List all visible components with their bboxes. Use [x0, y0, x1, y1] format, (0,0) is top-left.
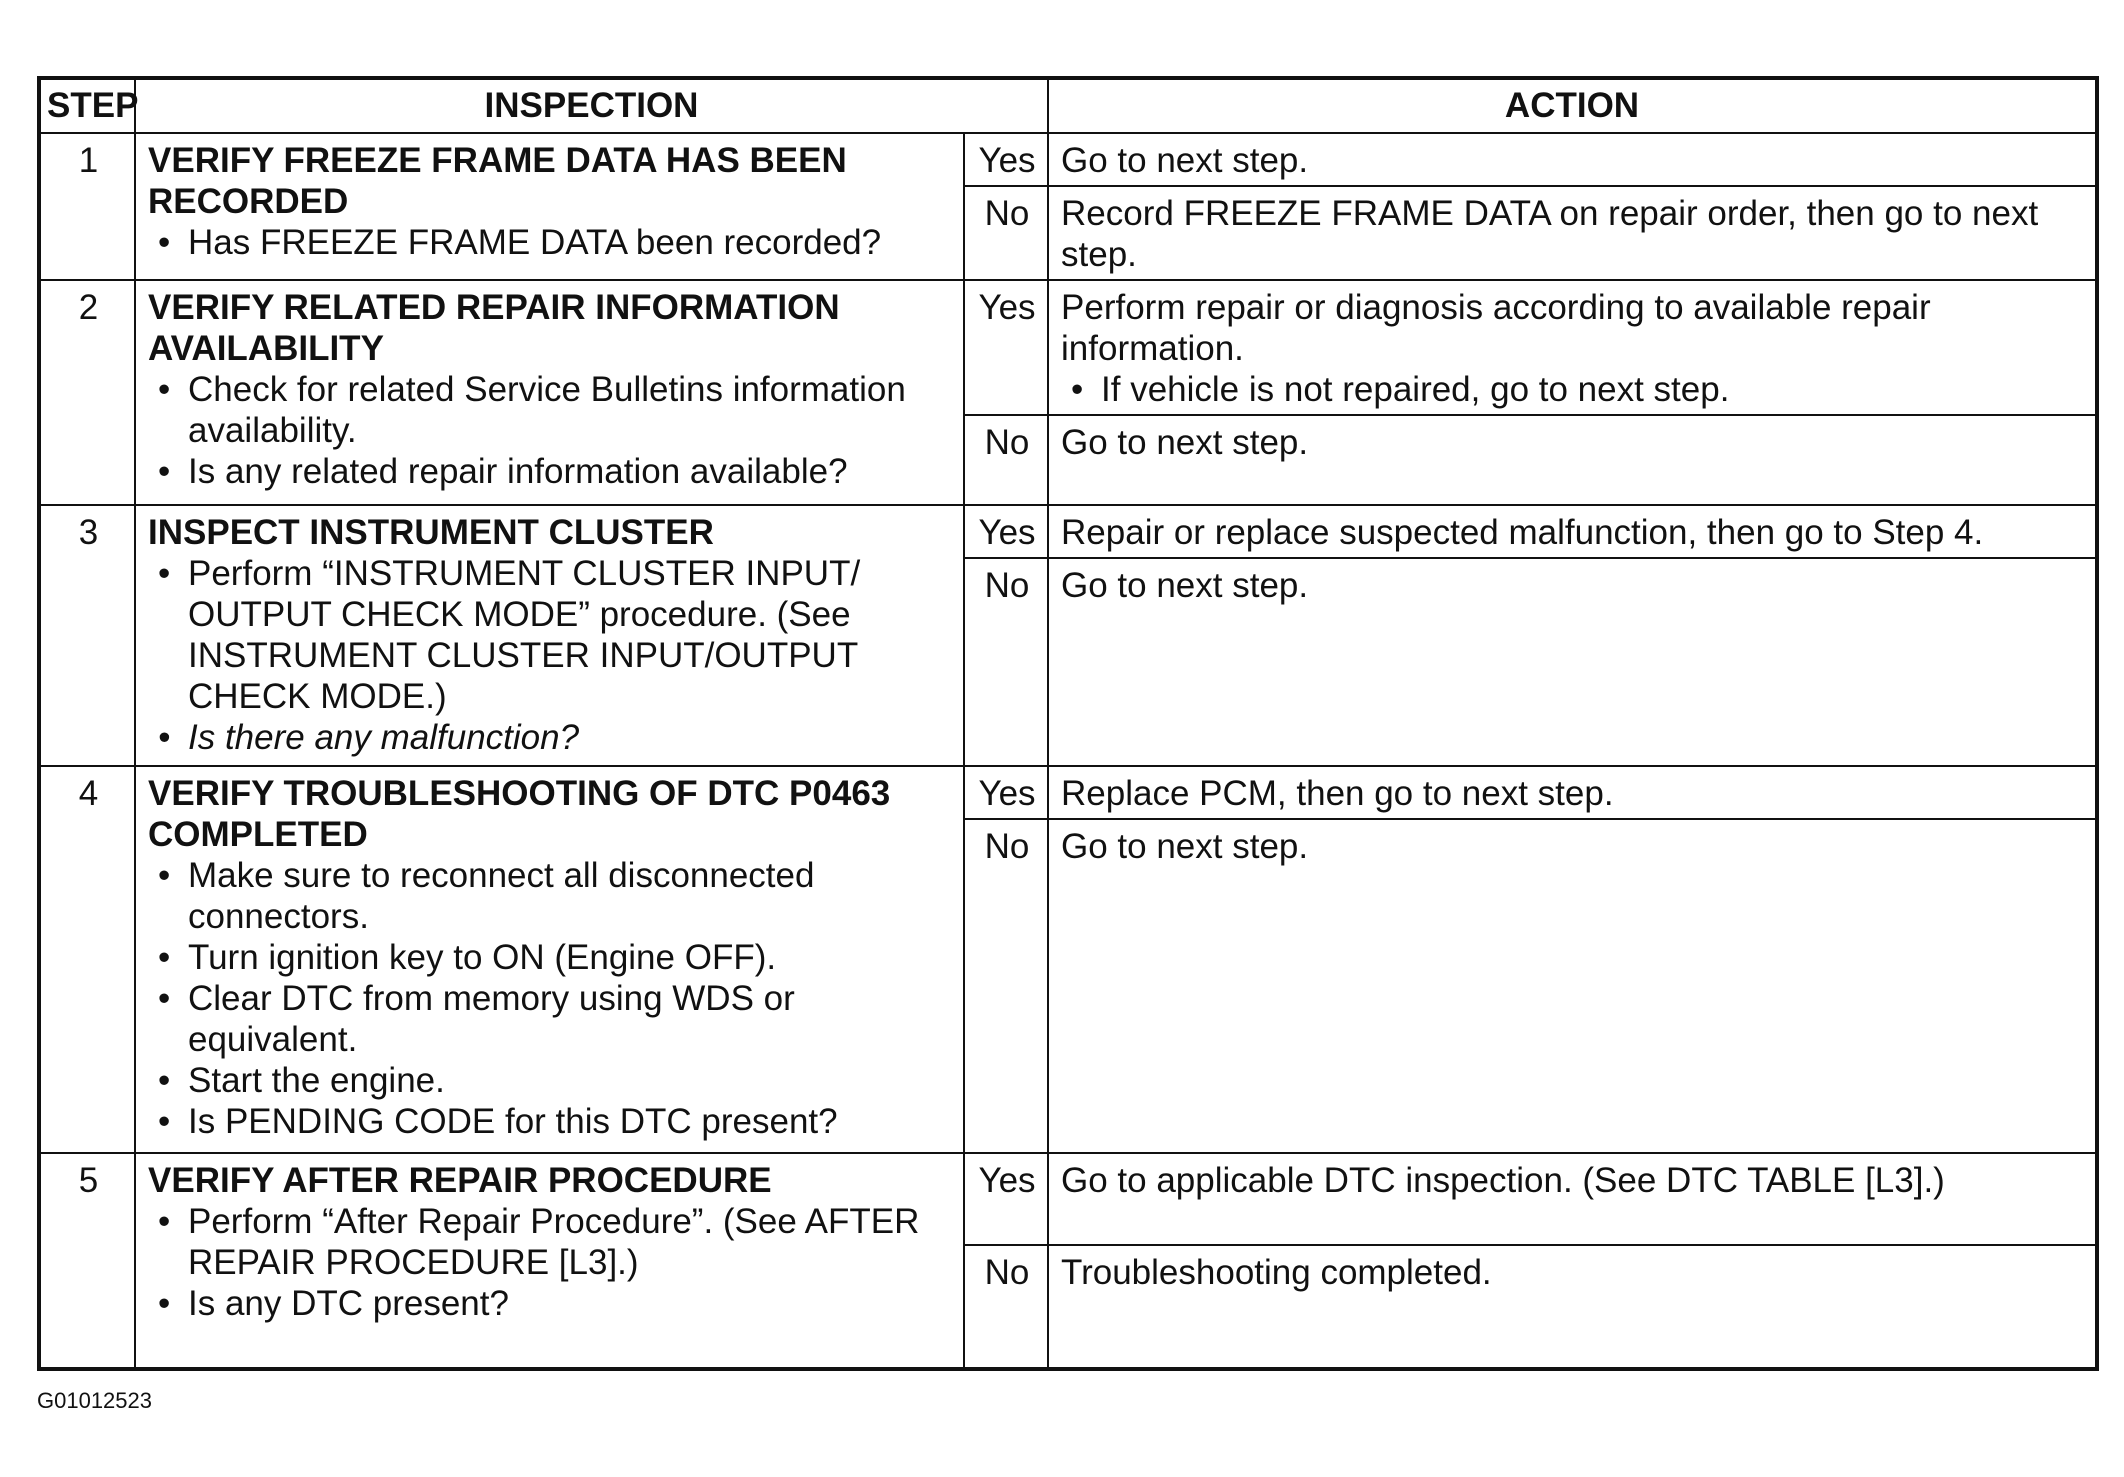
step-1-yes-row: [39, 133, 2097, 186]
no-action: Go to next step.: [1048, 819, 2097, 1153]
header-action: ACTION: [1048, 78, 2097, 133]
diagnostic-table: [37, 76, 2099, 1371]
inspection-cell: [135, 280, 964, 505]
yes-label: Yes: [964, 505, 1048, 558]
no-label: No: [964, 1245, 1048, 1369]
bullet-item: • Is PENDING CODE for this DTC present?: [188, 1101, 953, 1142]
bullet-item: • Is there any malfunction?: [188, 717, 953, 758]
step-number: 1: [39, 133, 135, 280]
no-label: No: [964, 558, 1048, 766]
inspection-bullets: [148, 222, 953, 263]
header-inspection: INSPECTION: [135, 78, 1048, 133]
bullet-item: • Clear DTC from memory using WDS or equivalent.: [188, 978, 953, 1060]
step-number: 2: [39, 280, 135, 505]
figure-id: G01012523: [37, 1388, 152, 1413]
inspection-bullets: [148, 1201, 953, 1324]
no-label: No: [964, 415, 1048, 505]
step-number: 3: [39, 505, 135, 766]
no-action: Go to next step.: [1048, 415, 2097, 505]
inspection-bullets: [148, 369, 953, 492]
yes-label: Yes: [964, 766, 1048, 819]
bullet-item: • Has FREEZE FRAME DATA been recorded?: [188, 222, 953, 263]
yes-action: Perform repair or diagnosis according to available repair information.: [1061, 288, 1931, 368]
step-3-yes-row: [39, 505, 2097, 558]
step-number: 5: [39, 1153, 135, 1369]
yes-label: Yes: [964, 1153, 1048, 1245]
bullet-item: • Check for related Service Bulletins information availability.: [188, 369, 953, 451]
step-number: 4: [39, 766, 135, 1153]
inspection-title: VERIFY FREEZE FRAME DATA HAS BEEN RECORDED: [148, 141, 847, 221]
inspection-cell: [135, 133, 964, 280]
inspection-cell: [135, 766, 964, 1153]
yes-action-cell: [1048, 280, 2097, 415]
no-label: No: [964, 186, 1048, 280]
inspection-title: VERIFY TROUBLESHOOTING OF DTC P0463 COMPLETED: [148, 774, 891, 854]
yes-action: Go to next step.: [1048, 133, 2097, 186]
bullet-item: • Is any related repair information available?: [188, 451, 953, 492]
yes-label: Yes: [964, 133, 1048, 186]
no-action: Record FREEZE FRAME DATA on repair order, then go to next step.: [1048, 186, 2097, 280]
bullet-item: • Perform “After Repair Procedure”. (See AFTER REPAIR PROCEDURE [L3].): [188, 1201, 953, 1283]
inspection-title: VERIFY AFTER REPAIR PROCEDURE: [148, 1161, 772, 1200]
bullet-item: • Is any DTC present?: [188, 1283, 953, 1324]
bullet-item: • Make sure to reconnect all disconnected connectors.: [188, 855, 953, 937]
header-step: STEP: [39, 78, 135, 133]
action-bullets: [1061, 369, 2085, 410]
inspection-title: VERIFY RELATED REPAIR INFORMATION AVAILABILITY: [148, 288, 840, 368]
inspection-cell: [135, 1153, 964, 1369]
no-label: No: [964, 819, 1048, 1153]
yes-action: Go to applicable DTC inspection. (See DTC TABLE [L3].): [1048, 1153, 2097, 1245]
table-header-row: [39, 78, 2097, 133]
inspection-cell: [135, 505, 964, 766]
inspection-bullets: [148, 855, 953, 1142]
inspection-title: INSPECT INSTRUMENT CLUSTER: [148, 513, 714, 552]
step-4-yes-row: [39, 766, 2097, 819]
bullet-item: • Start the engine.: [188, 1060, 953, 1101]
bullet-item: • If vehicle is not repaired, go to next step.: [1101, 369, 2085, 410]
inspection-bullets: [148, 553, 953, 758]
step-2-yes-row: [39, 280, 2097, 415]
yes-action: Replace PCM, then go to next step.: [1048, 766, 2097, 819]
bullet-item: • Perform “INSTRUMENT CLUSTER INPUT/ OUTPUT CHECK MODE” procedure. (See INSTRUMENT CLUSTER INPUT/OUTPUT CHECK MODE.): [188, 553, 953, 717]
yes-action: Repair or replace suspected malfunction, then go to Step 4.: [1048, 505, 2097, 558]
no-action: Troubleshooting completed.: [1048, 1245, 2097, 1369]
step-5-yes-row: [39, 1153, 2097, 1245]
yes-label: Yes: [964, 280, 1048, 415]
bullet-item: • Turn ignition key to ON (Engine OFF).: [188, 937, 953, 978]
no-action: Go to next step.: [1048, 558, 2097, 766]
